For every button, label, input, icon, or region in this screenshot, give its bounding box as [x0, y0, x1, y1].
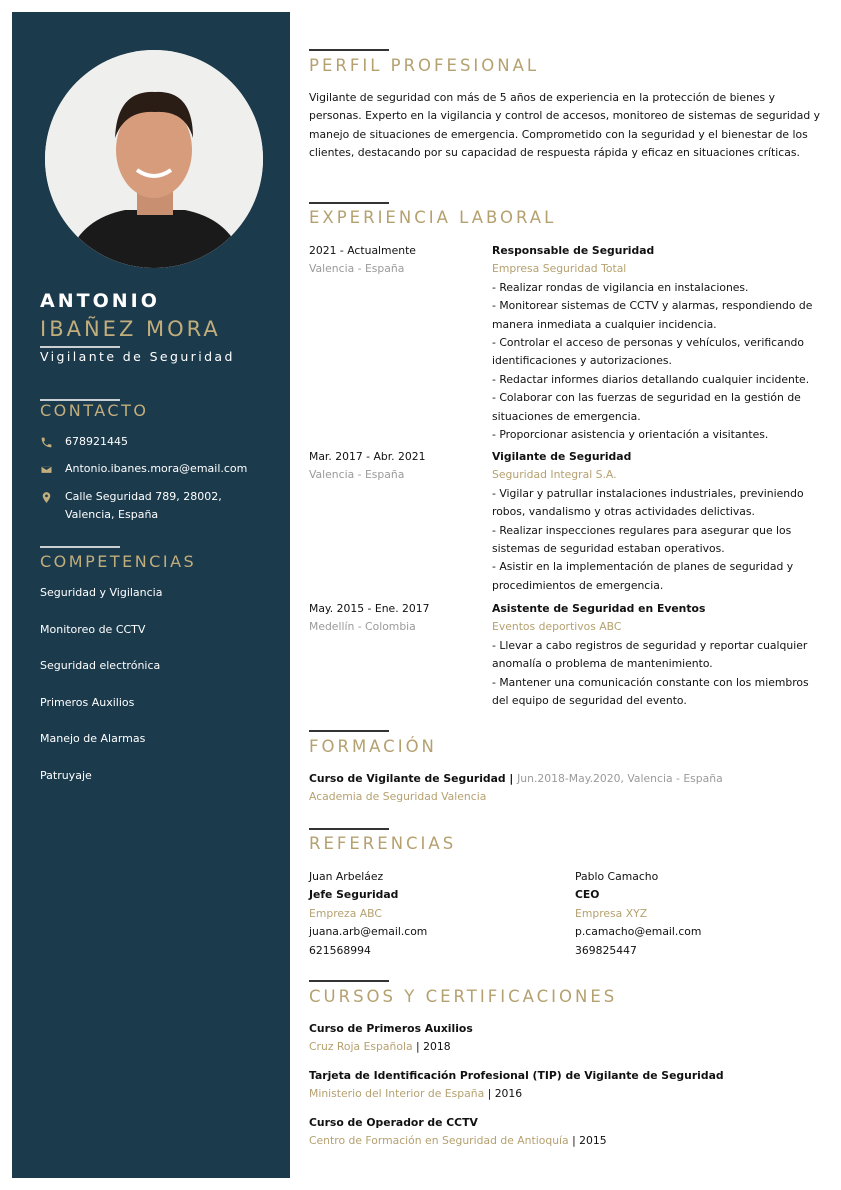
job-entry: [309, 600, 824, 710]
first-name: ANTONIO: [40, 290, 160, 312]
job-task: - Controlar el acceso de personas y vehículos, verificando identificaciones y autorizaciones.: [492, 336, 805, 368]
course-item: Curso de Operador de CCTV Centro de Formación en Seguridad de Antioquía | 2015: [309, 1116, 607, 1148]
divider: [40, 546, 120, 548]
profile-photo: [45, 50, 263, 268]
job-dates-location: Mar. 2017 - Abr. 2021 Valencia - España: [309, 450, 426, 482]
job-company: Eventos deportivos ABC: [492, 620, 622, 634]
last-name: IBAÑEZ MORA: [40, 317, 221, 341]
references-heading: REFERENCIAS: [309, 834, 457, 853]
skill-item: Patruyaje: [40, 769, 92, 782]
job-task: - Redactar informes diarios detallando cualquier incidente.: [492, 372, 810, 386]
divider: [40, 346, 120, 348]
job-task: - Vigilar y patrullar instalaciones industriales, previniendo robos, vandalismo y otras actividades delictivas.: [492, 486, 804, 519]
job-title: Vigilante de Seguridad: [40, 349, 235, 364]
divider: [309, 828, 389, 830]
education-entry: Curso de Vigilante de Seguridad | Jun.2018-May.2020, Valencia - España Academia de Seguridad Valencia: [309, 772, 723, 804]
job-role: Responsable de Seguridad: [492, 244, 655, 257]
sidebar: [12, 12, 290, 1178]
job-task: - Llevar a cabo registros de seguridad y reportar cualquier anomalía o problema de mantenimiento.: [492, 638, 808, 671]
email-icon: [40, 463, 53, 476]
job-role: Asistente de Seguridad en Eventos: [492, 602, 706, 615]
reference: Juan Arbeláez Jefe Seguridad Empreza ABC juana.arb@email.com 621568994: [309, 870, 428, 957]
course-item: Tarjeta de Identificación Profesional (TIP) de Vigilante de Seguridad Ministerio del Interior de España | 2016: [309, 1069, 724, 1101]
contact-address: Calle Seguridad 789, 28002, Valencia, España: [40, 488, 222, 524]
phone-icon: [40, 436, 53, 449]
job-task: - Colaborar con las fuerzas de seguridad en la gestión de situaciones de emergencia.: [492, 391, 801, 423]
education-heading: FORMACIÓN: [309, 737, 437, 756]
job-task: - Mantener una comunicación constante con los miembros del equipo de seguridad del evento.: [492, 675, 809, 708]
job-task: - Proporcionar asistencia y orientación a visitantes.: [492, 428, 769, 442]
experience-heading: EXPERIENCIA LABORAL: [309, 208, 557, 227]
job-task: - Realizar inspecciones regulares para asegurar que los sistemas de seguridad estaban operativos.: [492, 523, 792, 556]
job-entry: [309, 448, 824, 595]
course-item: Curso de Primeros Auxilios Cruz Roja Española | 2018: [309, 1022, 473, 1054]
skill-item: Seguridad electrónica: [40, 659, 161, 672]
job-role: Vigilante de Seguridad: [492, 450, 632, 463]
courses-heading: CURSOS Y CERTIFICACIONES: [309, 987, 618, 1006]
contact-phone: 678921445: [40, 433, 128, 451]
job-task: - Monitorear sistemas de CCTV y alarmas, respondiendo de manera inmediata a cualquier incidencia.: [492, 299, 813, 331]
skill-item: Primeros Auxilios: [40, 696, 135, 709]
skills-heading: COMPETENCIAS: [40, 552, 197, 571]
divider: [309, 980, 389, 982]
skill-item: Seguridad y Vigilancia: [40, 586, 163, 599]
contact-email[interactable]: Antonio.ibanes.mora@email.com: [40, 460, 247, 478]
skill-item: Monitoreo de CCTV: [40, 623, 146, 636]
reference: Pablo Camacho CEO Empresa XYZ p.camacho@email.com 369825447: [575, 870, 702, 957]
job-company: Empresa Seguridad Total: [492, 262, 627, 276]
job-dates-location: 2021 - Actualmente Valencia - España: [309, 244, 416, 276]
job-task: - Asistir en la implementación de planes de seguridad y procedimientos de emergencia.: [492, 560, 794, 592]
job-entry: [309, 242, 824, 444]
divider: [309, 202, 389, 204]
profile-text: Vigilante de seguridad con más de 5 años de experiencia en la protección de bienes y personas. Experto en la vigilancia y control de accesos, monitoreo de sistemas de seguridad y manejo de situaciones de emergencia. Comprometido con la seguridad y el bienestar de los clientes, destacando por su capacidad de respuesta rápida y eficaz en situaciones críticas.: [309, 91, 821, 160]
profile-heading: PERFIL PROFESIONAL: [309, 56, 540, 75]
contact-heading: CONTACTO: [40, 401, 149, 420]
job-company: Seguridad Integral S.A.: [492, 468, 617, 482]
location-pin-icon: [40, 491, 53, 504]
job-task: - Realizar rondas de vigilancia en instalaciones.: [492, 280, 749, 294]
job-dates-location: May. 2015 - Ene. 2017 Medellín - Colombia: [309, 602, 430, 634]
skill-item: Manejo de Alarmas: [40, 732, 146, 745]
divider: [309, 49, 389, 51]
divider: [309, 730, 389, 732]
